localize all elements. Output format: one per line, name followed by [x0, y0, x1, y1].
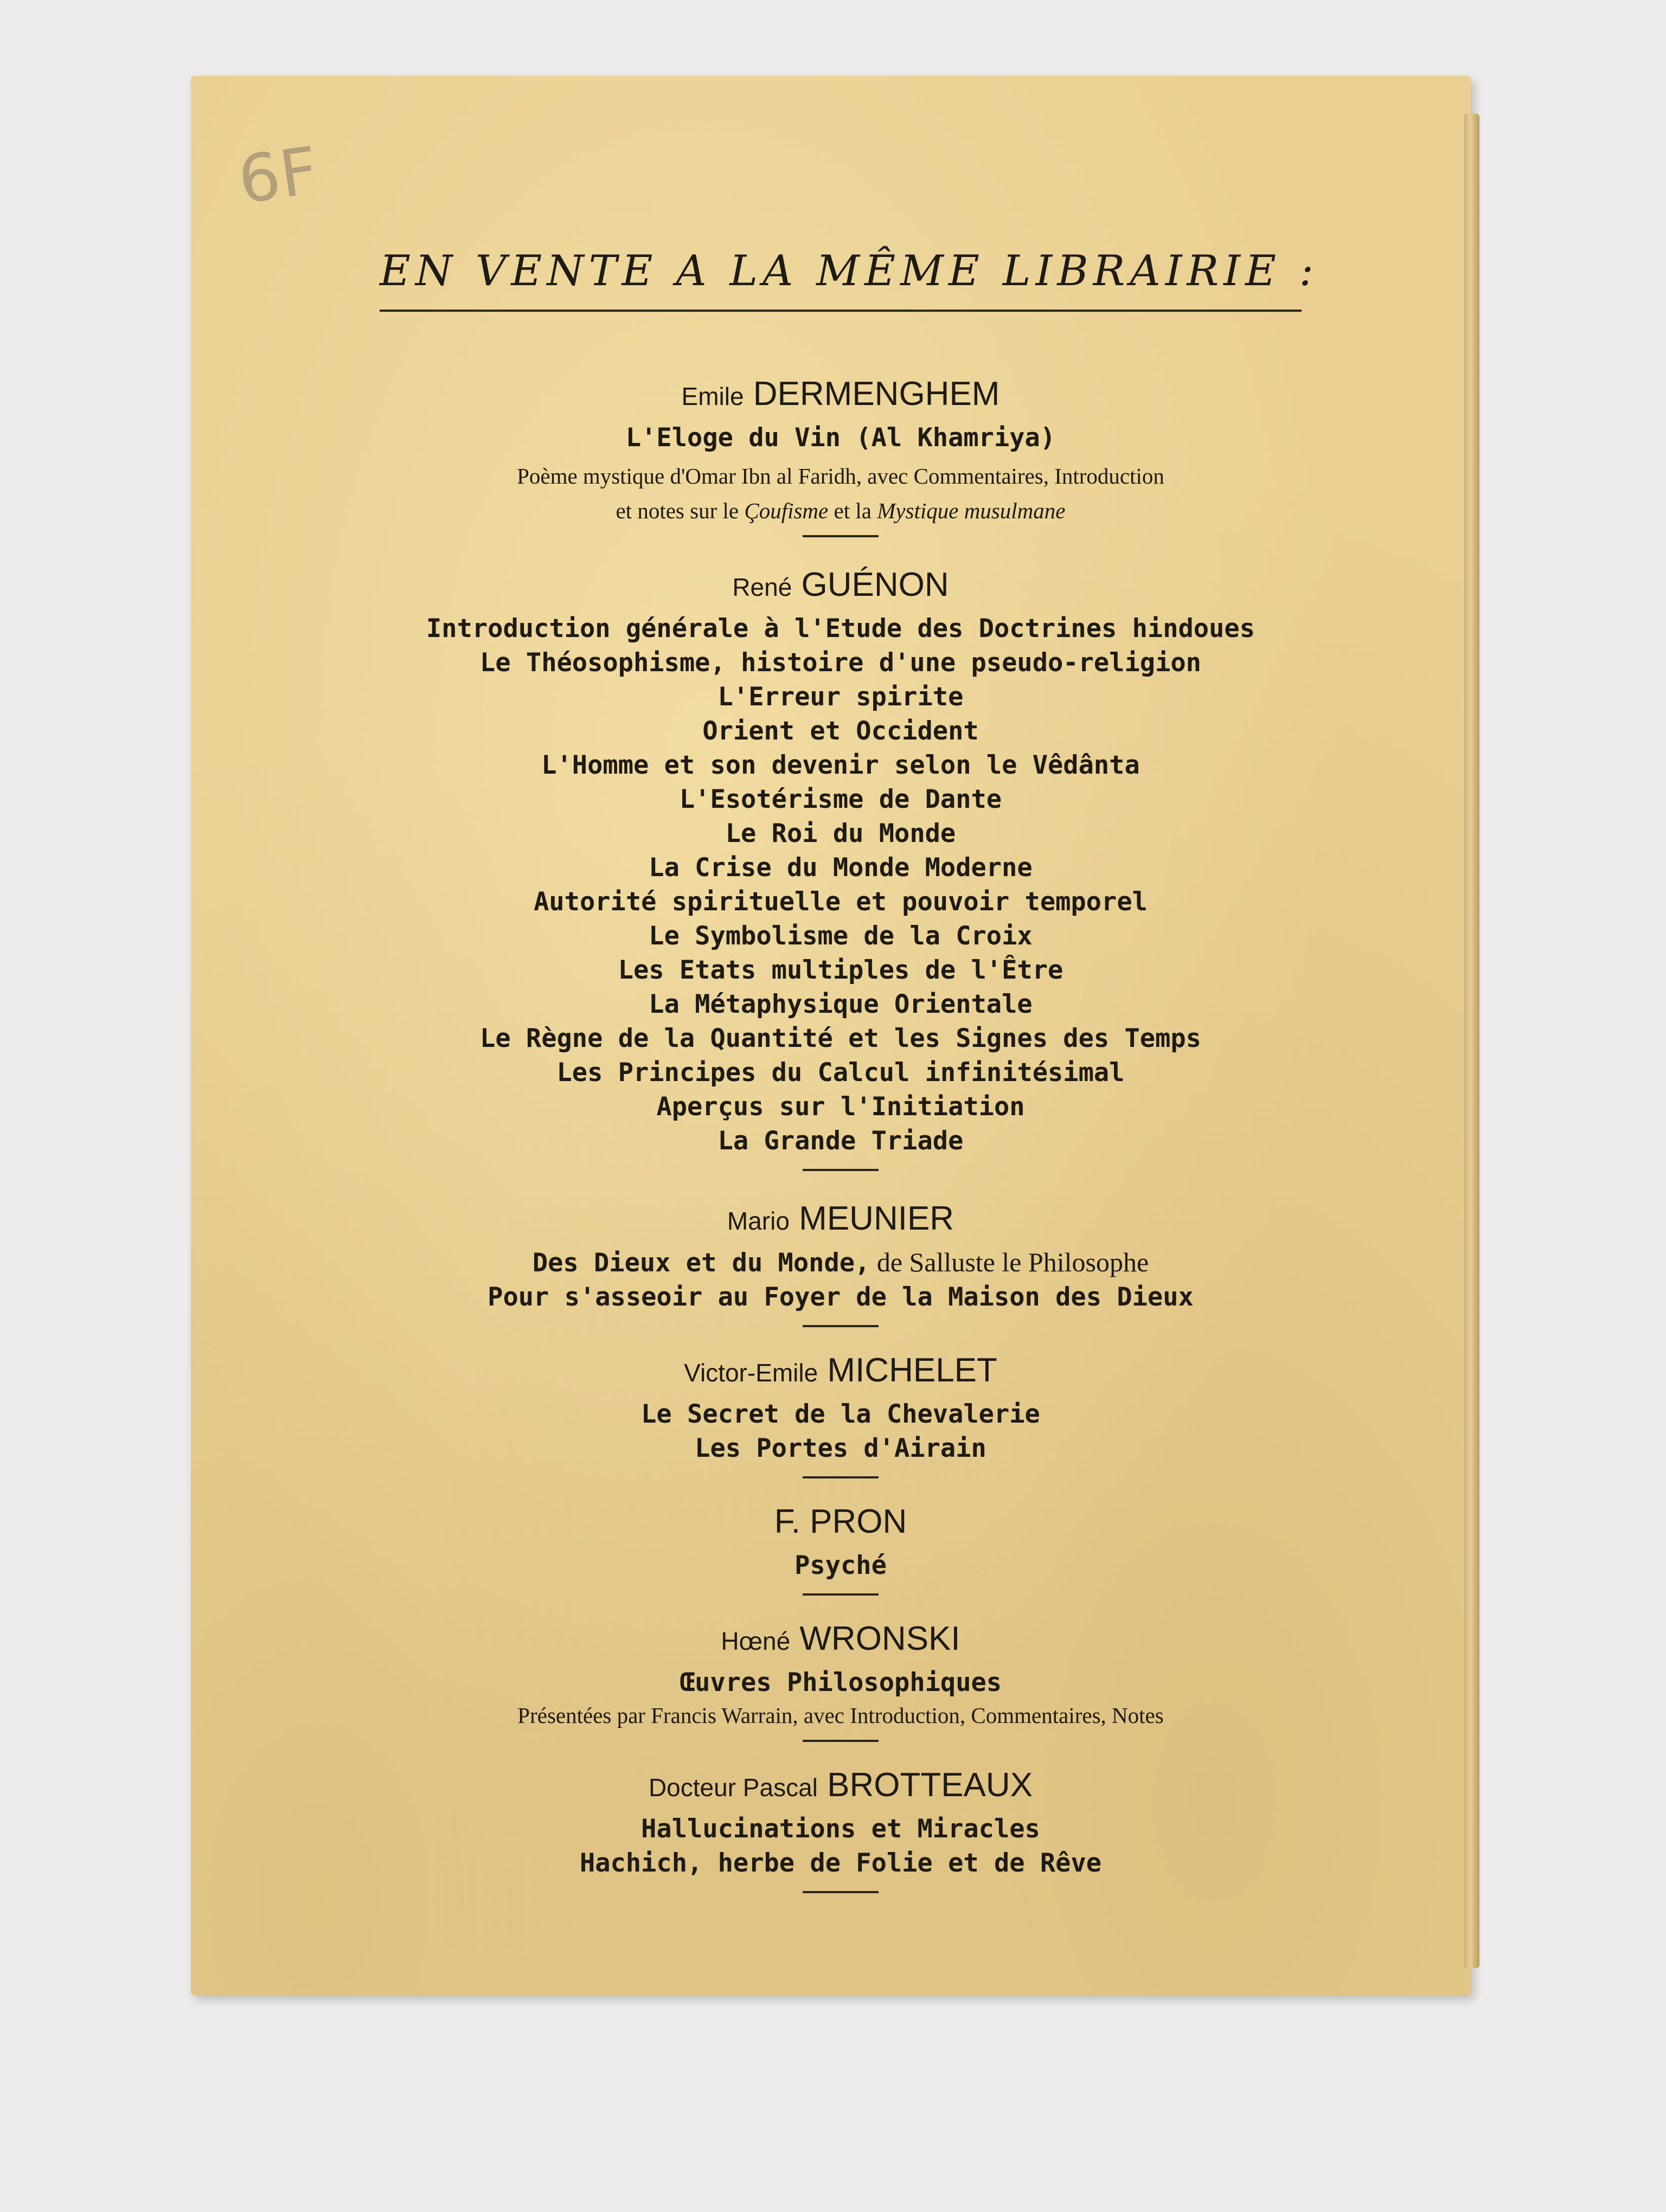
book-title: Aperçus sur l'Initiation — [656, 1092, 1025, 1122]
author-name — [380, 565, 1302, 604]
book-title: Orient et Occident — [702, 716, 979, 746]
catalog-heading: EN VENTE A LA MÊME LIBRAIRIE : — [380, 247, 1302, 312]
section-divider — [803, 1891, 879, 1893]
author-name — [380, 1619, 1302, 1658]
catalog-list — [380, 247, 1319, 1893]
author-last-name: GUÉNON — [801, 566, 949, 603]
author-name — [380, 1502, 1302, 1541]
book-description-line2 — [380, 497, 1302, 524]
book-title — [380, 1245, 1302, 1280]
section-divider — [803, 535, 879, 537]
book-title: Le Secret de la Chevalerie — [641, 1399, 1040, 1429]
book-title: Introduction générale à l'Etude des Doctrines hindoues — [426, 614, 1255, 644]
desc-text: et la — [828, 498, 877, 523]
author-section-wronski — [380, 1619, 1302, 1742]
author-name — [380, 375, 1302, 413]
author-section-michelet — [380, 1351, 1302, 1478]
author-last-name: BROTTEAUX — [827, 1766, 1033, 1804]
book-title: Hallucinations et Miracles — [641, 1814, 1040, 1844]
author-last-name: MEUNIER — [799, 1200, 954, 1237]
author-name — [380, 1351, 1302, 1390]
book-title: Autorité spirituelle et pouvoir temporel — [534, 887, 1148, 917]
section-divider — [803, 1476, 879, 1478]
book-title: Les Portes d'Airain — [695, 1433, 986, 1463]
author-section-guenon — [380, 565, 1302, 1171]
author-first-name: Docteur Pascal — [648, 1773, 818, 1802]
author-name — [380, 1766, 1302, 1804]
author-section-pron — [380, 1502, 1302, 1596]
book-title: Les Etats multiples de l'Être — [618, 955, 1063, 985]
book-title: La Crise du Monde Moderne — [649, 853, 1033, 883]
book-title: Psyché — [794, 1551, 887, 1580]
author-first-name: Mario — [727, 1207, 790, 1235]
desc-text: et notes sur le — [616, 498, 745, 523]
book-title: La Métaphysique Orientale — [649, 989, 1033, 1019]
author-last-name: PRON — [810, 1503, 907, 1540]
book-title: L'Homme et son devenir selon le Vêdânta — [541, 750, 1140, 780]
book-title: Le Symbolisme de la Croix — [649, 921, 1033, 951]
book-title: Le Théosophisme, histoire d'une pseudo-religion — [480, 648, 1201, 678]
book-title: L'Eloge du Vin (Al Khamriya) — [625, 423, 1056, 453]
book-title: L'Esotérisme de Dante — [679, 785, 1002, 814]
desc-italic: Çoufisme — [744, 498, 829, 523]
section-divider — [803, 1740, 879, 1742]
author-last-name: DERMENGHEM — [753, 375, 1000, 413]
book-title: Le Règne de la Quantité et les Signes des Temps — [480, 1024, 1201, 1053]
author-first-name: Victor-Emile — [684, 1359, 818, 1387]
book-title-subtitle: de Salluste le Philosophe — [870, 1247, 1149, 1277]
section-divider — [803, 1169, 879, 1171]
book-title: Pour s'asseoir au Foyer de la Maison des Dieux — [488, 1282, 1194, 1312]
book-title: Les Principes du Calcul infinitésimal — [556, 1058, 1125, 1088]
book-description: Présentées par Francis Warrain, avec Introduction, Commentaires, Notes — [517, 1703, 1164, 1728]
section-divider — [803, 1325, 879, 1327]
author-section-brotteaux — [380, 1766, 1302, 1893]
book-title: Hachich, herbe de Folie et de Rêve — [579, 1848, 1102, 1878]
author-last-name: MICHELET — [827, 1352, 997, 1389]
author-last-name: WRONSKI — [799, 1620, 960, 1657]
author-name — [380, 1199, 1302, 1238]
section-divider — [803, 1593, 879, 1596]
author-first-name: Emile — [681, 382, 744, 410]
author-section-meunier — [380, 1199, 1302, 1327]
book-title: La Grande Triade — [717, 1126, 964, 1156]
page-edges — [1464, 114, 1479, 1968]
book-title: Œuvres Philosophiques — [679, 1668, 1002, 1697]
author-first-name: F. — [774, 1503, 800, 1540]
pencil-annotation: 6F — [234, 133, 323, 219]
book-description: Poème mystique d'Omar Ibn al Faridh, avec Commentaires, Introduction — [517, 464, 1164, 488]
book-title: Le Roi du Monde — [725, 819, 956, 848]
author-section-dermenghem — [380, 375, 1302, 537]
author-first-name: Hœné — [721, 1627, 791, 1655]
desc-italic: Mystique musulmane — [877, 498, 1066, 523]
book-title-bold: Des Dieux et du Monde, — [532, 1248, 870, 1278]
book-title: L'Erreur spirite — [717, 682, 964, 712]
author-first-name: René — [732, 573, 792, 601]
